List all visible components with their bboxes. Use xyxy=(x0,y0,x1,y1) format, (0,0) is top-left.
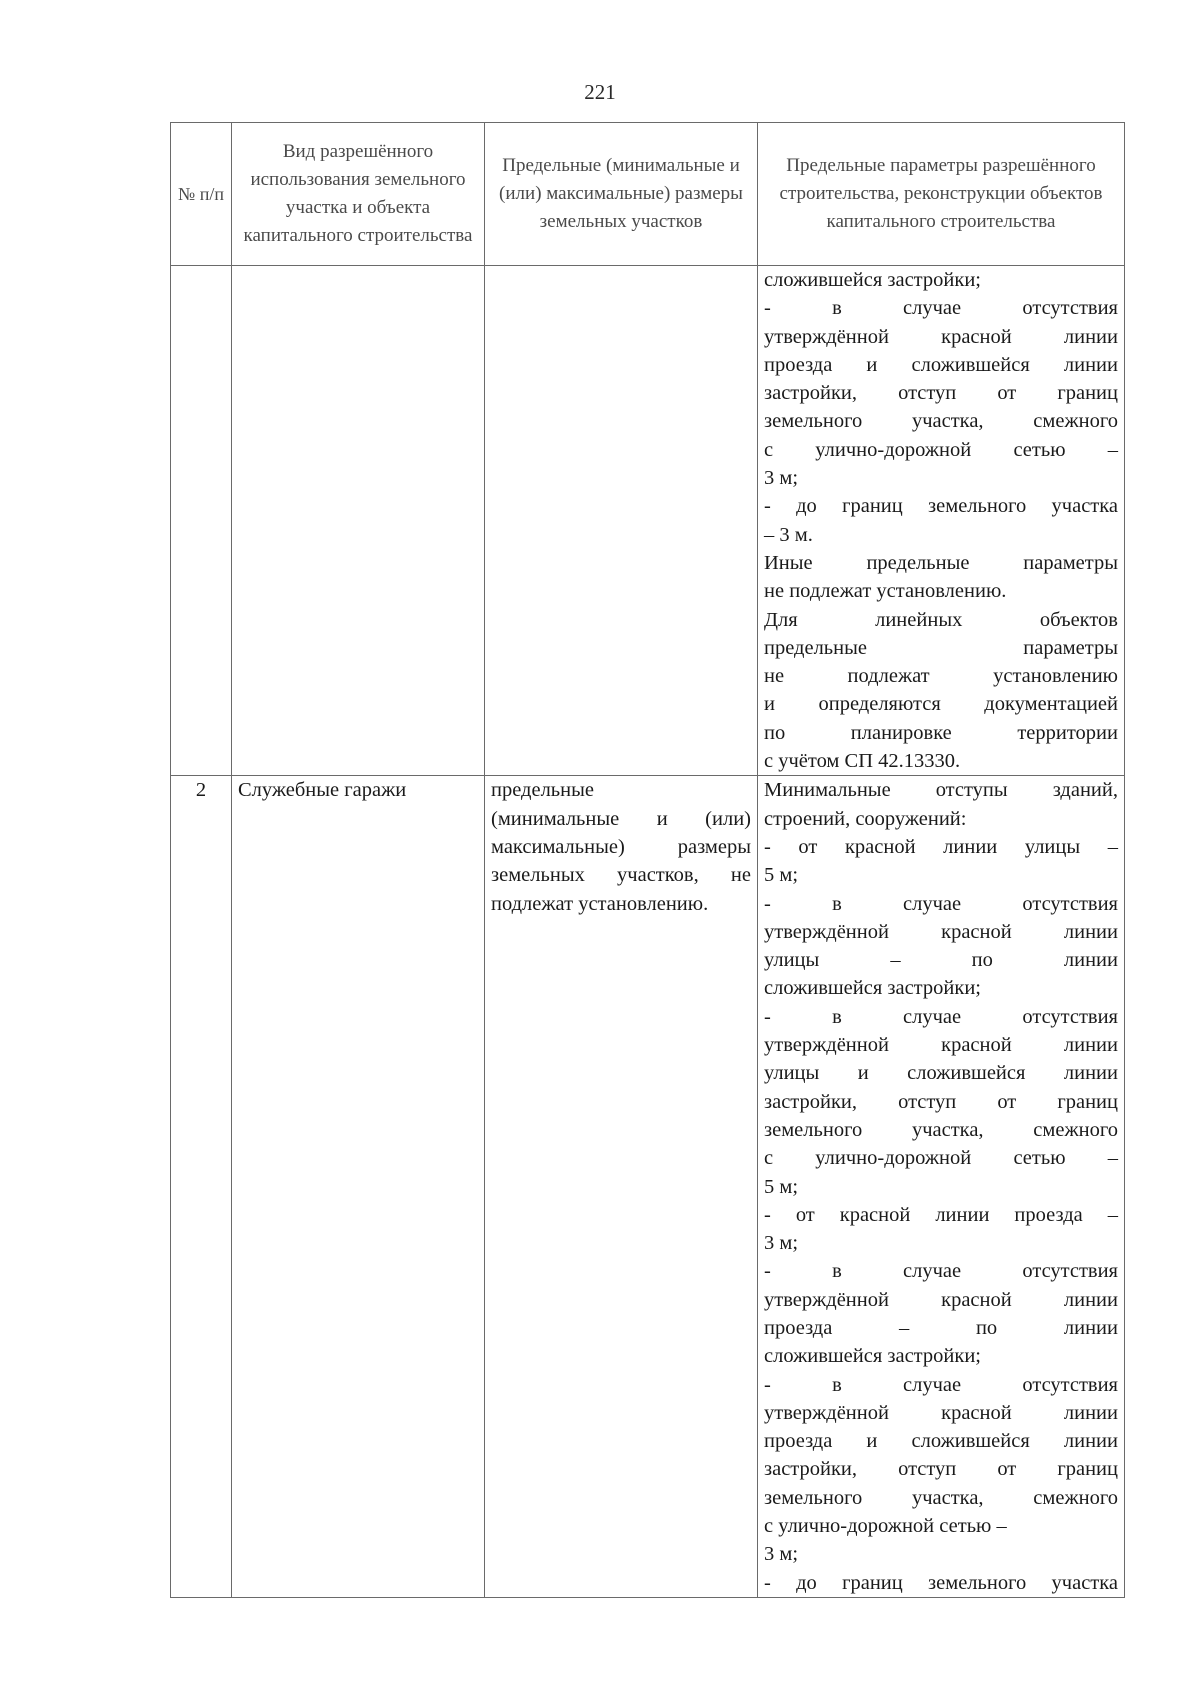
param-line: с улично-дорожной сетью – xyxy=(764,1515,1007,1538)
param-line: - в случае отсутствия xyxy=(764,1005,1118,1028)
header-construction-params: Предельные параметры разрешённого строительства, реконструкции объектов капитального строительства xyxy=(758,123,1125,266)
param-line: проезда и сложившейся линии xyxy=(764,1430,1118,1453)
param-line: - от красной линии улицы – xyxy=(764,835,1118,858)
row-2-use-type: Служебные гаражи xyxy=(232,776,485,1598)
param-line: улицы и сложившейся линии xyxy=(764,1062,1118,1085)
param-line: утверждённой красной линии xyxy=(764,325,1118,348)
param-line: застройки, отступ от границ xyxy=(764,1090,1118,1113)
param-line: 5 м; xyxy=(764,864,799,887)
param-line: предельные параметры xyxy=(764,636,1118,659)
row-2-plot-size xyxy=(485,776,758,1598)
param-line: Минимальные отступы зданий, xyxy=(764,779,1118,802)
param-line: - в случае отсутствия xyxy=(764,297,1118,320)
param-line: застройки, отступ от границ xyxy=(764,382,1118,405)
row-1-plot-size xyxy=(485,266,758,776)
table-header-row xyxy=(171,123,1125,266)
size-line: земельных участков, не xyxy=(491,864,751,887)
param-line: с учётом СП 42.13330. xyxy=(764,750,961,773)
param-line: с улично-дорожной сетью – xyxy=(764,438,1118,461)
param-line: с улично-дорожной сетью – xyxy=(764,1147,1118,1170)
param-line: улицы – по линии xyxy=(764,949,1118,972)
row-1-use-type xyxy=(232,266,485,776)
param-line: застройки, отступ от границ xyxy=(764,1458,1118,1481)
table-row xyxy=(171,266,1125,776)
param-line: - в случае отсутствия xyxy=(764,1373,1118,1396)
param-line: по планировке территории xyxy=(764,721,1118,744)
row-1-construction-params xyxy=(758,266,1125,776)
param-line: - в случае отсутствия xyxy=(764,892,1118,915)
param-line: 3 м; xyxy=(764,1543,799,1566)
param-line: – 3 м. xyxy=(764,523,813,546)
param-line: Иные предельные параметры xyxy=(764,551,1118,574)
param-line: 3 м; xyxy=(764,1232,799,1255)
param-line: 3 м; xyxy=(764,467,799,490)
param-line: сложившейся застройки; xyxy=(764,269,981,291)
param-line: утверждённой красной линии xyxy=(764,1288,1118,1311)
param-line: - до границ земельного участка xyxy=(764,495,1118,518)
header-use-type: Вид разрешённого использования земельного участка и объекта капитального строительства xyxy=(232,123,485,266)
param-line: утверждённой красной линии xyxy=(764,1401,1118,1424)
row-2-construction-params xyxy=(758,776,1125,1598)
param-line: земельного участка, смежного xyxy=(764,1486,1118,1509)
param-line: строений, сооружений: xyxy=(764,807,967,830)
param-line: - от красной линии проезда – xyxy=(764,1203,1118,1226)
row-1-num xyxy=(171,266,232,776)
header-num: № п/п xyxy=(171,123,232,266)
size-line: (минимальные и (или) xyxy=(491,807,751,830)
param-line: - до границ земельного участка xyxy=(764,1571,1118,1594)
param-line: сложившейся застройки; xyxy=(764,977,981,1000)
size-line: подлежат установлению. xyxy=(491,892,709,915)
param-line: сложившейся застройки; xyxy=(764,1345,981,1368)
page-number: 221 xyxy=(584,80,616,104)
param-line: утверждённой красной линии xyxy=(764,1034,1118,1057)
size-line: предельные xyxy=(491,779,595,802)
param-line: утверждённой красной линии xyxy=(764,920,1118,943)
param-line: земельного участка, смежного xyxy=(764,1118,1118,1141)
regulations-table xyxy=(170,122,1125,1598)
param-line: не подлежат установлению xyxy=(764,665,1118,688)
param-line: Для линейных объектов xyxy=(764,608,1118,631)
param-line: не подлежат установлению. xyxy=(764,580,1007,603)
header-plot-size: Предельные (минимальные и (или) максимальные) размеры земельных участков xyxy=(485,123,758,266)
table-row xyxy=(171,776,1125,1598)
row-2-num: 2 xyxy=(171,776,232,1598)
param-line: 5 м; xyxy=(764,1175,799,1198)
param-line: - в случае отсутствия xyxy=(764,1260,1118,1283)
param-line: и определяются документацией xyxy=(764,693,1118,716)
param-line: проезда – по линии xyxy=(764,1316,1118,1339)
param-line: земельного участка, смежного xyxy=(764,410,1118,433)
size-line: максимальные) размеры xyxy=(491,835,751,858)
param-line: проезда и сложившейся линии xyxy=(764,353,1118,376)
